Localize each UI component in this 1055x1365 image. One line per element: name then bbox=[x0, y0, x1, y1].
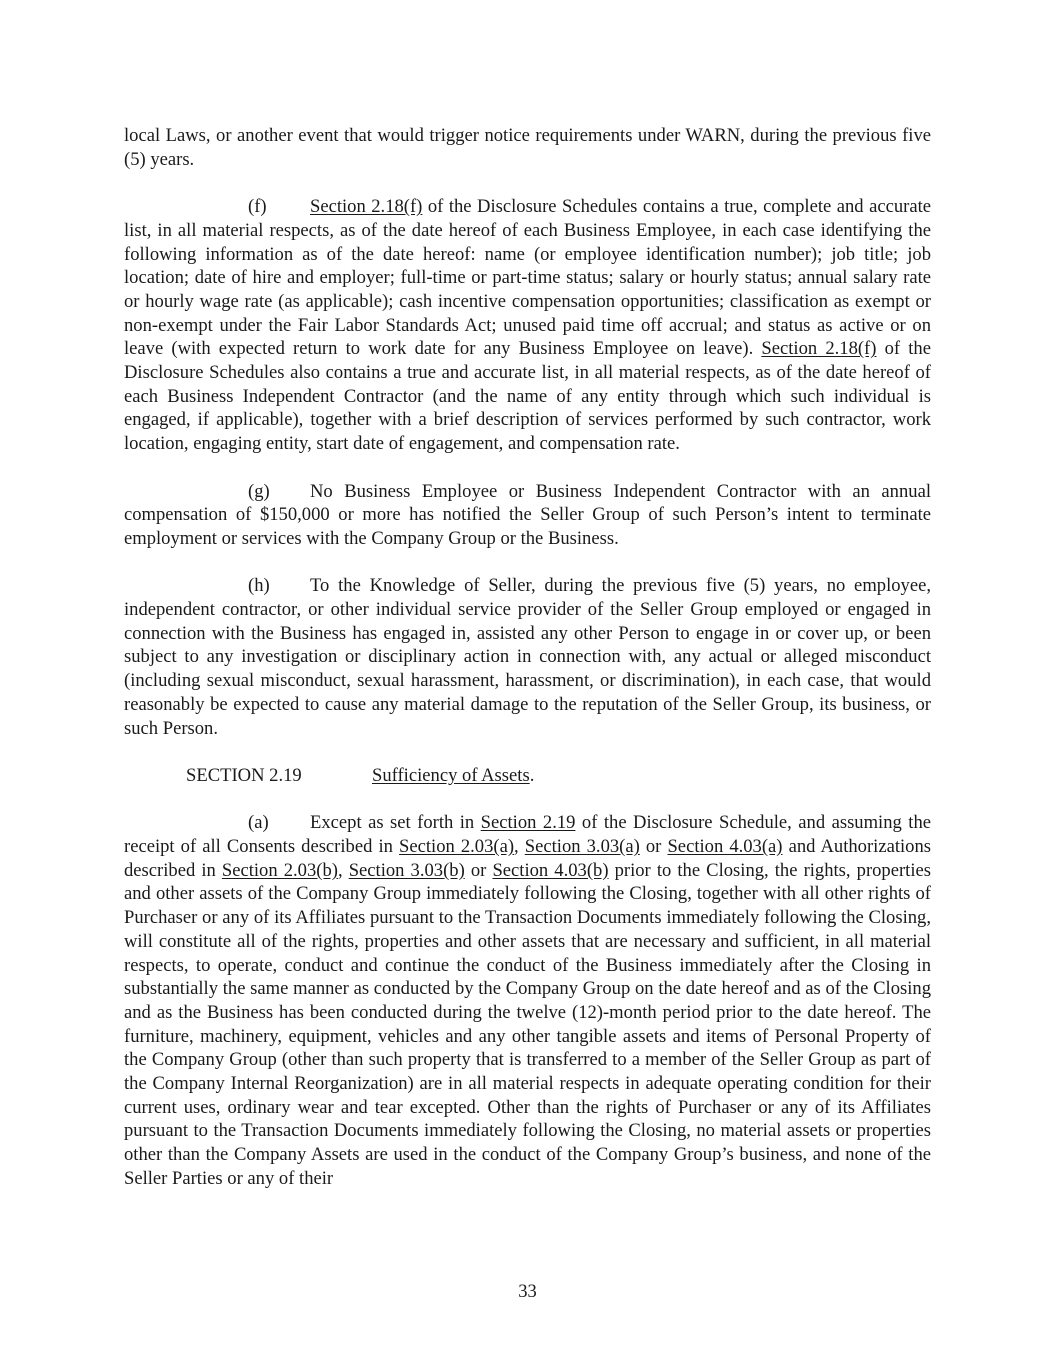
paragraph-text: , bbox=[337, 859, 349, 881]
section-reference-link: Section 2.19 bbox=[480, 812, 576, 834]
section-heading bbox=[124, 764, 931, 788]
paragraph-marker: (g) bbox=[248, 480, 270, 502]
section-reference-link: Section 4.03(a) bbox=[667, 836, 783, 858]
paragraph-text: prior to the Closing, the rights, properties and other assets of the Company Group immediately following the Closing, together with all other rights of Purchaser or any of its Affiliates pursuant to the Transaction Documents immediately following the Closing, will constitute all of the rights, properties and other assets that are necessary and sufficient, in all material respects, to operate, conduct and continue the conduct of the Business immediately after the Closing in substantially the same manner as conducted by the Company Group on the date hereof and as of the Closing and as the Business has been conducted during the twelve (12)-month period prior to the date hereof. The furniture, machinery, equipment, vehicles and any other tangible assets and items of Personal Property of the Company Group (other than such property that is transferred to a member of the Seller Group as part of the Company Internal Reorganization) are in all material respects in adequate operating condition for their current uses, ordinary wear and tear excepted. Other than the rights of Purchaser or any of its Affiliates pursuant to the Transaction Documents immediately following the Closing, no material assets or properties other than the Company Assets are used in the conduct of the Company Group’s business, and none of the Seller Parties or any of their bbox=[124, 859, 931, 1189]
paragraph-f bbox=[124, 195, 931, 456]
section-reference-link: Section 4.03(b) bbox=[492, 859, 609, 881]
paragraph-text: of the Disclosure Schedules also contains a true and accurate list, in all material respects, as of the date hereof of each Business Independent Contractor (and the name of any entity through which such individual is engaged, if applicable), together with a brief description of services performed by such contractor, work location, engaging entity, start date of engagement, and compensation rate. bbox=[124, 338, 931, 455]
section-number: SECTION 2.19 bbox=[186, 764, 302, 786]
section-reference-link: Section 3.03(b) bbox=[348, 859, 465, 881]
paragraph-marker: (a) bbox=[248, 812, 269, 834]
paragraph-continuation: local Laws, or another event that would trigger notice requirements under WARN, during the previous five (5) years. bbox=[124, 125, 931, 170]
document-page bbox=[124, 124, 931, 1191]
section-reference-link: Section 2.18(f) bbox=[310, 196, 423, 218]
paragraph-marker: (h) bbox=[248, 575, 270, 597]
paragraph-marker: (f) bbox=[248, 196, 267, 218]
paragraph-text: or bbox=[464, 859, 493, 881]
paragraph-g bbox=[124, 480, 931, 551]
section-reference-link: Section 2.03(a) bbox=[399, 836, 515, 858]
section-reference-link: Section 3.03(a) bbox=[524, 836, 640, 858]
paragraph-a bbox=[124, 811, 931, 1190]
paragraph-text: No Business Employee or Business Independent Contractor with an annual compensation of $150,000 or more has notified the Seller Group of such Person’s intent to terminate employment or services with the Company Group or the Business. bbox=[124, 480, 931, 549]
section-reference-link: Section 2.18(f) bbox=[761, 338, 877, 360]
paragraph-text: To the Knowledge of Seller, during the previous five (5) years, no employee, independent contractor, or other individual service provider of the Seller Group employed or engaged in connection with the Business has engaged in, assisted any other Person to engage in or cover up, or been subject to any investigation or disciplinary action in connection with, any actual or alleged misconduct (including sexual misconduct, sexual harassment, harassment, or discrimination), in each case, that would reasonably be expected to cause any material damage to the reputation of the Seller Group, its business, or such Person. bbox=[124, 575, 931, 739]
section-title: Sufficiency of Assets bbox=[372, 764, 530, 786]
paragraph-text: , bbox=[514, 836, 525, 858]
paragraph-text: or bbox=[639, 836, 668, 858]
paragraph-h bbox=[124, 574, 931, 740]
paragraph-text: and Authorizations described in bbox=[124, 836, 931, 881]
paragraph-text: of the Disclosure Schedules contains a true, complete and accurate list, in all material respects, as of the date hereof of each Business Employee, in each case identifying the following information as of the date hereof: name (or employee identification number); job title; job location; date of hire and employer; full-time or part-time status; salary or hourly status; annual salary rate or hourly wage rate (as applicable); cash incentive compensation opportunities; classification as exempt or non-exempt under the Fair Labor Standards Act; unused paid time off accrual; and status as active or on leave (with expected return to work date for any Business Employee on leave). bbox=[124, 196, 931, 360]
section-reference-link: Section 2.03(b) bbox=[221, 859, 338, 881]
page-number: 33 bbox=[518, 1281, 537, 1302]
paragraph-text: of the Disclosure Schedule, and assuming the receipt of all Consents described in bbox=[124, 812, 931, 858]
section-title-suffix: . bbox=[529, 764, 535, 786]
paragraph-text: Except as set forth in bbox=[310, 812, 481, 834]
